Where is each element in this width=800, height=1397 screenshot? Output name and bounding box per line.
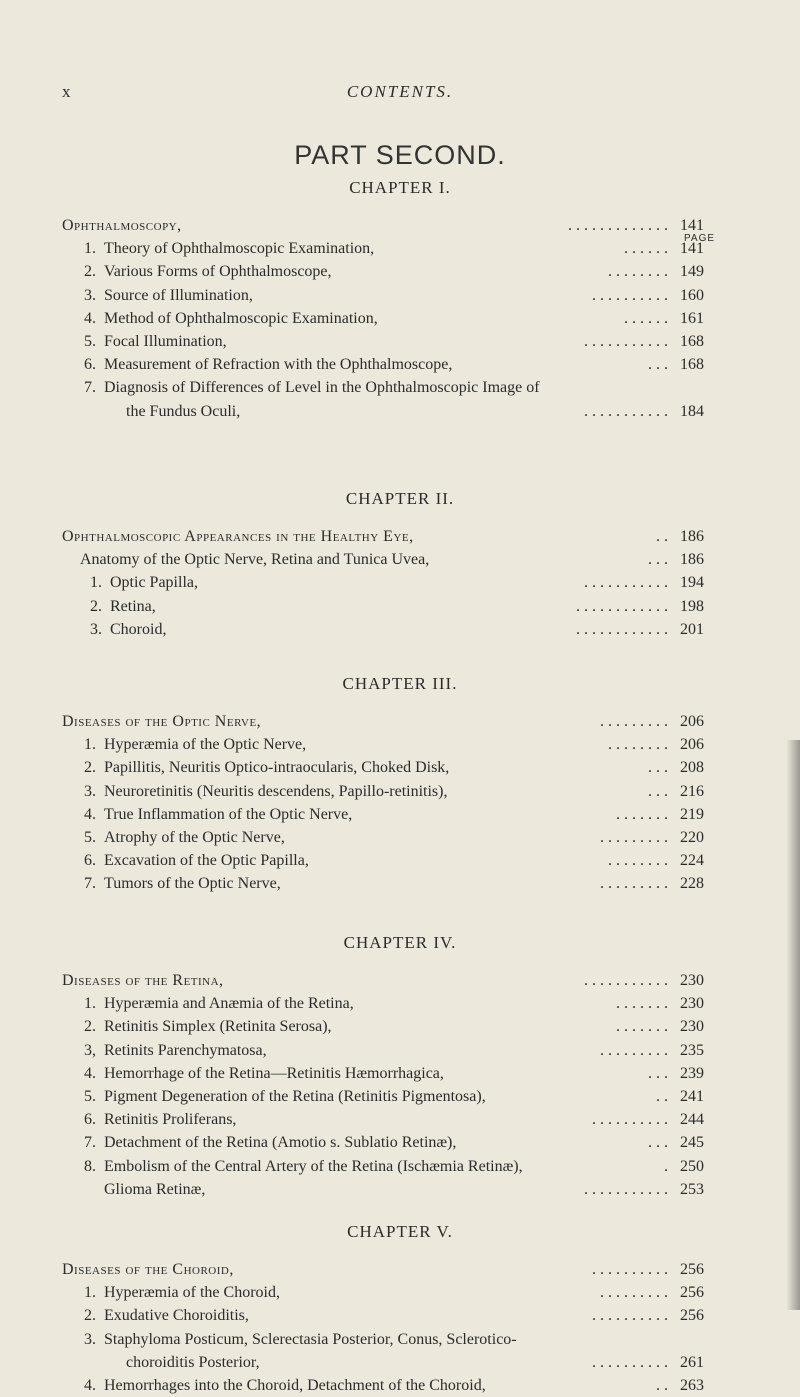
toc-entry <box>0 1040 800 1062</box>
dot-leader: . . . . . . . . . . . <box>584 574 668 592</box>
entry-page-number: 198 <box>680 597 704 615</box>
toc-entry <box>0 238 800 260</box>
dot-leader: . . . . . . . . . . <box>592 1111 668 1129</box>
entry-page-number: 256 <box>680 1307 704 1325</box>
chapter-heading: CHAPTER III. <box>342 674 458 693</box>
entry-page-number: 256 <box>680 1261 704 1278</box>
dot-leader: . . . . . . . . . . . . . <box>568 217 668 234</box>
part-title: PART SECOND. <box>294 140 506 170</box>
toc-entry <box>0 401 800 423</box>
entry-title: the Fundus Oculi, <box>126 402 241 420</box>
toc-entry <box>0 308 800 330</box>
entry-number: 2. <box>90 597 102 615</box>
entry-page-number: 194 <box>680 574 704 592</box>
page-column-label: PAGE <box>683 233 716 244</box>
entry-title: Excavation of the Optic Papilla, <box>104 852 309 870</box>
entry-number: 3. <box>90 620 102 638</box>
dot-leader: . . . <box>648 782 668 800</box>
dot-leader: . . <box>656 1088 668 1105</box>
toc-entry <box>0 1086 800 1108</box>
running-title: CONTENTS. <box>346 82 454 101</box>
entry-title: Various Forms of Ophthalmoscope, <box>104 263 332 281</box>
entry-title: Choroid, <box>110 620 167 638</box>
entry-number: 1. <box>84 995 96 1013</box>
dot-leader: . . . . . . . . <box>608 736 668 754</box>
entry-title: Pigment Degeneration of the Retina (Retinitis Pigmentosa), <box>104 1088 486 1105</box>
entry-page-number: 230 <box>680 995 704 1013</box>
entry-title: Retinitis Proliferans, <box>104 1111 237 1129</box>
dot-leader: . <box>664 1157 668 1175</box>
dot-leader: . . . . . . . . . . . <box>584 1180 668 1198</box>
entry-number: 7. <box>84 379 96 397</box>
entry-title: Hyperæmia and Anæmia of the Retina, <box>104 995 354 1013</box>
entry-title: Hemorrhage of the Retina—Retinitis Hæmorrhagica, <box>104 1064 444 1082</box>
entry-number: 4. <box>84 805 96 823</box>
toc-entry <box>0 850 800 872</box>
entry-title: Glioma Retinæ, <box>104 1180 206 1198</box>
toc-section-heading <box>0 970 800 992</box>
dot-leader: . . . . . . . . . . <box>592 286 668 304</box>
entry-number: 7. <box>84 1134 96 1152</box>
dot-leader: . . . <box>648 1134 668 1152</box>
entry-page-number: 168 <box>680 333 704 350</box>
dot-leader: . . . <box>648 759 668 777</box>
entry-number: 4. <box>84 1064 96 1082</box>
dot-leader: . . . . . . . . . . <box>592 1353 668 1371</box>
entry-page-number: 141 <box>680 240 704 258</box>
toc-entry <box>0 285 800 307</box>
entry-page-number: 224 <box>680 852 704 870</box>
toc-section-heading <box>0 215 800 237</box>
entry-title: Atrophy of the Optic Nerve, <box>104 829 285 846</box>
toc-section-heading <box>0 526 800 548</box>
entry-number: 1. <box>90 574 102 592</box>
dot-leader: . . . . . . . . . . . . <box>576 597 668 615</box>
toc-entry <box>0 331 800 353</box>
entry-page-number: 256 <box>680 1284 704 1302</box>
entry-page-number: 235 <box>680 1041 704 1059</box>
running-head <box>0 82 800 106</box>
entry-number: 5. <box>84 333 96 350</box>
entry-page-number: 244 <box>680 1111 704 1129</box>
toc-entry <box>0 1375 800 1397</box>
entry-number: 6. <box>84 852 96 870</box>
toc-entry <box>0 1132 800 1154</box>
entry-title: Hyperæmia of the Choroid, <box>104 1284 280 1302</box>
toc-entry <box>0 1282 800 1304</box>
dot-leader: . . . . . . . <box>616 1018 668 1036</box>
toc-entry <box>0 734 800 756</box>
entry-number: 1. <box>84 736 96 754</box>
entry-number: 2. <box>84 1307 96 1325</box>
dot-leader: . . . . . . . . . . <box>592 1307 668 1325</box>
entry-title: Staphyloma Posticum, Sclerectasia Posterior, Conus, Sclerotico- <box>104 1330 517 1348</box>
dot-leader: . . . . . . . . <box>608 852 668 870</box>
toc-entry <box>0 596 800 618</box>
dot-leader: . . <box>656 528 668 545</box>
entry-page-number: 230 <box>680 972 704 989</box>
entry-number: 3. <box>84 1330 96 1348</box>
toc-entry <box>0 1179 800 1201</box>
entry-title: Exudative Choroiditis, <box>104 1307 249 1325</box>
entry-number: 2. <box>84 263 96 281</box>
toc-entry <box>0 1063 800 1085</box>
entry-number: 3. <box>84 782 96 800</box>
entry-title: True Inflammation of the Optic Nerve, <box>104 805 353 823</box>
dot-leader: . . . . . . <box>624 309 668 327</box>
entry-page-number: 149 <box>680 263 704 281</box>
dot-leader: . . . <box>648 551 668 569</box>
entry-title: Retinitis Simplex (Retinita Serosa), <box>104 1018 332 1036</box>
toc-entry <box>0 354 800 376</box>
toc-section-heading <box>0 711 800 733</box>
entry-number: 7. <box>84 875 96 893</box>
entry-page-number: 253 <box>680 1180 704 1198</box>
dot-leader: . . <box>656 1377 668 1394</box>
entry-page-number: 250 <box>680 1157 704 1175</box>
dot-leader: . . . . . . . <box>616 995 668 1013</box>
entry-title: Diagnosis of Differences of Level in the Ophthalmoscopic Image of <box>104 379 540 397</box>
entry-title: Hyperæmia of the Optic Nerve, <box>104 736 307 754</box>
toc-entry <box>0 827 800 849</box>
dot-leader: . . . <box>648 356 668 374</box>
toc-entry <box>0 1305 800 1327</box>
entry-page-number: 261 <box>680 1353 704 1371</box>
entry-title: Focal Illumination, <box>104 333 227 350</box>
toc-entry <box>0 781 800 803</box>
entry-title: Source of Illumination, <box>104 286 253 304</box>
entry-number: 3. <box>84 286 96 304</box>
toc-section-heading <box>0 1259 800 1281</box>
entry-title: choroiditis Posterior, <box>126 1353 260 1371</box>
entry-title: Detachment of the Retina (Amotio s. Sublatio Retinæ), <box>104 1134 457 1152</box>
entry-number: 1. <box>84 240 96 258</box>
entry-page-number: 239 <box>680 1064 704 1082</box>
entry-page-number: 228 <box>680 875 704 893</box>
entry-page-number: 245 <box>680 1134 704 1152</box>
dot-leader: . . . . . . . . . . . <box>584 402 668 420</box>
entry-title: Method of Ophthalmoscopic Examination, <box>104 309 378 327</box>
entry-number: 2. <box>84 759 96 777</box>
entry-title: Hemorrhages into the Choroid, Detachment of the Choroid, <box>104 1377 486 1394</box>
entry-number: 2. <box>84 1018 96 1036</box>
entry-title: Retina, <box>110 597 156 615</box>
dot-leader: . . . . . . . . <box>608 263 668 281</box>
entry-page-number: 201 <box>680 620 704 638</box>
entry-title: Retinits Parenchymatosa, <box>104 1041 267 1059</box>
entry-title: Diseases of the Optic Nerve, <box>62 713 262 730</box>
dot-leader: . . . . . . . . . . . <box>584 972 668 989</box>
entry-page-number: 206 <box>680 713 704 730</box>
entry-title: Anatomy of the Optic Nerve, Retina and Tunica Uvea, <box>80 551 430 569</box>
toc-entry <box>0 804 800 826</box>
chapter-heading: CHAPTER V. <box>347 1222 453 1241</box>
entry-page-number: 230 <box>680 1018 704 1036</box>
entry-page-number: 186 <box>680 551 704 569</box>
entry-number: 8. <box>84 1157 96 1175</box>
entry-title: Ophthalmoscopic Appearances in the Healthy Eye, <box>62 528 414 545</box>
entry-title: Optic Papilla, <box>110 574 198 592</box>
entry-page-number: 206 <box>680 736 704 754</box>
dot-leader: . . . . . . . . . . . . <box>576 620 668 638</box>
toc-entry <box>0 873 800 895</box>
entry-page-number: 186 <box>680 528 704 545</box>
toc-entry <box>0 993 800 1015</box>
toc-entry <box>0 1329 800 1351</box>
toc-entry <box>0 1156 800 1178</box>
chapter-heading: CHAPTER IV. <box>343 933 457 952</box>
entry-number: 5. <box>84 829 96 846</box>
entry-title: Theory of Ophthalmoscopic Examination, <box>104 240 375 258</box>
entry-title: Neuroretinitis (Neuritis descendens, Papillo-retinitis), <box>104 782 448 800</box>
dot-leader: . . . . . . . . . <box>600 1041 668 1059</box>
entry-number: 6. <box>84 1111 96 1129</box>
dot-leader: . . . . . . . . . <box>600 829 668 846</box>
entry-page-number: 263 <box>680 1377 704 1394</box>
dot-leader: . . . . . . <box>624 240 668 258</box>
entry-page-number: 184 <box>680 402 704 420</box>
entry-title: Embolism of the Central Artery of the Retina (Ischæmia Retinæ), <box>104 1157 523 1175</box>
toc-entry <box>0 1352 800 1374</box>
toc-entry <box>0 572 800 594</box>
entry-page-number: 219 <box>680 805 704 823</box>
entry-title: Papillitis, Neuritis Optico-intraocularis, Choked Disk, <box>104 759 450 777</box>
entry-number: 4. <box>84 309 96 327</box>
entry-page-number: 220 <box>680 829 704 846</box>
entry-page-number: 161 <box>680 309 704 327</box>
entry-number: 5. <box>84 1088 96 1105</box>
entry-page-number: 160 <box>680 286 704 304</box>
entry-title: Diseases of the Retina, <box>62 972 224 989</box>
toc-entry <box>0 1109 800 1131</box>
entry-page-number: 216 <box>680 782 704 800</box>
toc-entry <box>0 619 800 641</box>
dot-leader: . . . . . . . . . <box>600 713 668 730</box>
toc-entry <box>0 1016 800 1038</box>
toc-entry <box>0 377 800 399</box>
entry-title: Ophthalmoscopy, <box>62 217 182 234</box>
entry-number: 4. <box>84 1377 96 1394</box>
entry-page-number: 208 <box>680 759 704 777</box>
dot-leader: . . . . . . . . . . <box>592 1261 668 1278</box>
chapter-heading: CHAPTER I. <box>349 178 451 197</box>
chapter-heading: CHAPTER II. <box>345 489 455 508</box>
entry-page-number: 168 <box>680 356 704 374</box>
dot-leader: . . . . . . . . . <box>600 1284 668 1302</box>
dot-leader: . . . . . . . . . . . <box>584 333 668 350</box>
dot-leader: . . . . . . . <box>616 805 668 823</box>
page-number: x <box>62 82 72 101</box>
dot-leader: . . . <box>648 1064 668 1082</box>
entry-title: Diseases of the Choroid, <box>62 1261 234 1278</box>
dot-leader: . . . . . . . . . <box>600 875 668 893</box>
entry-number: 1. <box>84 1284 96 1302</box>
toc-entry <box>0 549 800 571</box>
entry-page-number: 141 <box>680 217 704 234</box>
toc-entry <box>0 757 800 779</box>
entry-number: 6. <box>84 356 96 374</box>
entry-page-number: 241 <box>680 1088 704 1105</box>
entry-title: Measurement of Refraction with the Ophthalmoscope, <box>104 356 453 374</box>
toc-entry <box>0 261 800 283</box>
entry-title: Tumors of the Optic Nerve, <box>104 875 281 893</box>
entry-number: 3, <box>84 1041 96 1059</box>
